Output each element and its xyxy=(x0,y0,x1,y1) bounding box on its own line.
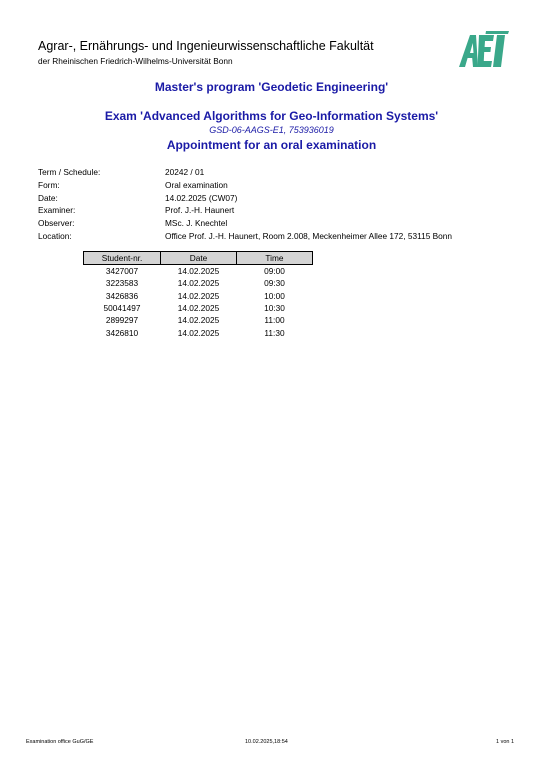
time-cell: 09:00 xyxy=(264,266,285,277)
column-header-time: Time xyxy=(237,252,313,265)
student-nr-cell: 50041497 xyxy=(103,303,141,314)
time-cell: 11:30 xyxy=(264,327,285,338)
column-header-student-nr: Student-nr. xyxy=(84,252,161,265)
footer-page-number: 1 von 1 xyxy=(496,739,515,745)
table-row xyxy=(84,290,313,302)
info-value: Oral examination xyxy=(165,179,228,190)
student-nr-cell: 3426810 xyxy=(105,327,139,338)
date-cell: 14.02.2025 xyxy=(177,266,220,277)
date-cell: 14.02.2025 xyxy=(177,290,220,301)
info-label: Term / Schedule: xyxy=(38,167,101,177)
table-row xyxy=(84,277,313,289)
info-label: Location: xyxy=(38,230,72,241)
date-cell: 14.02.2025 xyxy=(177,278,220,289)
faculty-logo xyxy=(459,31,509,67)
info-value: Office Prof. J.-H. Haunert, Room 2.008, Meckenheimer Allee 172, 53115 Bonn xyxy=(165,230,453,241)
table-row xyxy=(84,314,313,326)
info-label: Observer: xyxy=(38,218,75,229)
time-cell: 10:30 xyxy=(264,303,285,314)
info-value: 20242 / 01 xyxy=(165,167,205,177)
footer-office: Examination office GuG/GE xyxy=(26,739,94,745)
table-row xyxy=(84,265,313,278)
table-row xyxy=(84,302,313,314)
info-label: Date: xyxy=(38,192,58,203)
table-header-row xyxy=(84,252,313,265)
info-value: MSc. J. Knechtel xyxy=(165,218,228,229)
student-nr-cell: 3426836 xyxy=(105,290,139,301)
date-cell: 14.02.2025 xyxy=(177,315,220,326)
student-nr-cell: 3223583 xyxy=(105,278,139,289)
time-cell: 10:00 xyxy=(264,290,285,301)
exam-code: GSD-06-AAGS-E1, 753936019 xyxy=(209,125,334,135)
date-cell: 14.02.2025 xyxy=(177,303,220,314)
footer-timestamp: 10.02.2025,18:54 xyxy=(245,739,288,745)
program-title: Master's program 'Geodetic Engineering' xyxy=(154,80,389,94)
university-name: der Rheinischen Friedrich-Wilhelms-Universität Bonn xyxy=(38,56,233,66)
table-row xyxy=(84,326,313,338)
faculty-name: Agrar-, Ernährungs- und Ingenieurwissenschaftliche Fakultät xyxy=(38,39,374,53)
student-nr-cell: 3427007 xyxy=(105,266,139,277)
exam-title: Exam 'Advanced Algorithms for Geo-Information Systems' xyxy=(104,109,439,123)
info-label: Form: xyxy=(38,179,60,190)
column-header-date: Date xyxy=(161,252,237,265)
date-cell: 14.02.2025 xyxy=(177,327,220,338)
info-value: 14.02.2025 (CW07) xyxy=(165,192,238,203)
schedule-table xyxy=(83,251,313,339)
time-cell: 09:30 xyxy=(264,278,285,289)
info-label: Examiner: xyxy=(38,205,76,216)
time-cell: 11:00 xyxy=(264,315,285,326)
appointment-title: Appointment for an oral examination xyxy=(166,138,377,152)
info-value: Prof. J.-H. Haunert xyxy=(165,205,235,216)
student-nr-cell: 2899297 xyxy=(105,315,139,326)
